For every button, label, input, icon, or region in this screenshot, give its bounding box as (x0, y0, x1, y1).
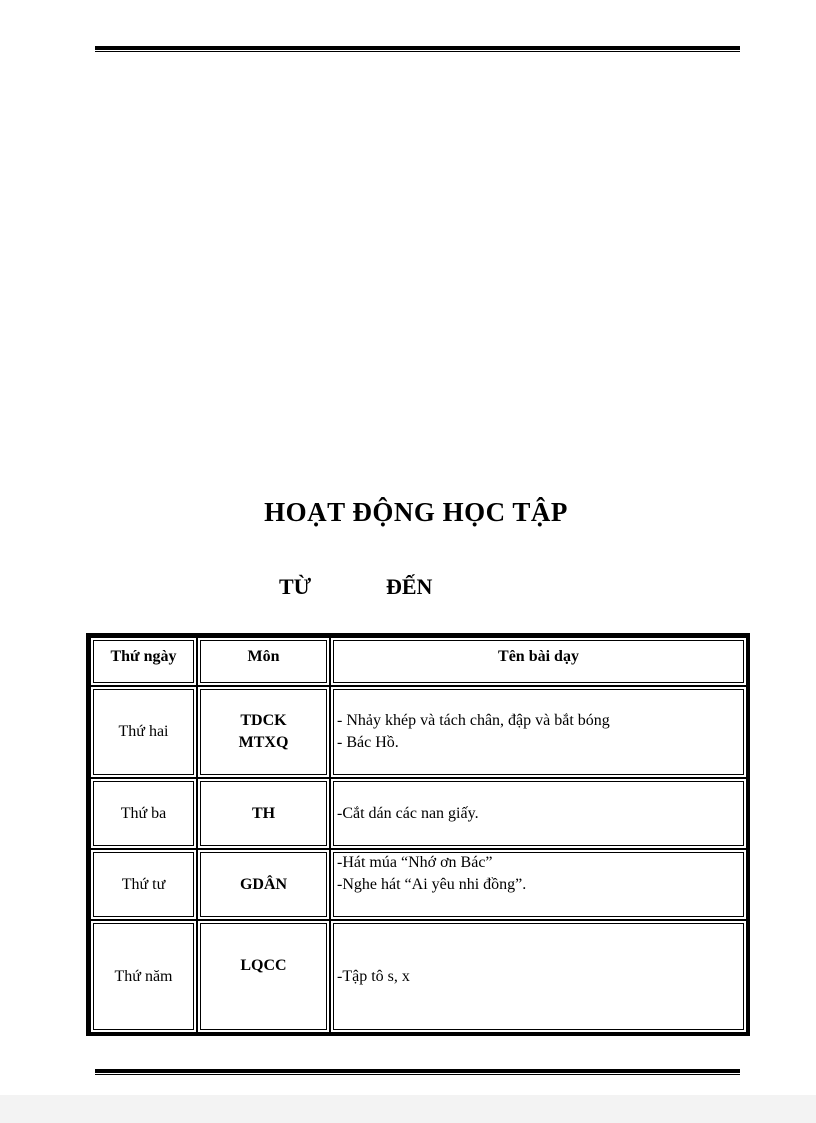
page-title: HOẠT ĐỘNG HỌC TẬP (264, 497, 568, 527)
header-day: Thứ ngày (90, 637, 197, 686)
date-range-to-label: ĐẾN (386, 574, 433, 599)
header-subject: Môn (197, 637, 330, 686)
table-row-lesson (330, 920, 747, 1033)
lesson-line: -Tập tô s, x (337, 967, 410, 985)
subject-code: TDCK (240, 712, 287, 729)
subject-code: LQCC (240, 957, 287, 974)
table-row-subject (197, 849, 330, 920)
table-row-lesson (330, 778, 747, 849)
header-rule (95, 46, 740, 52)
table-row-day: Thứ năm (90, 920, 197, 1033)
lesson-line: -Hát múa “Nhớ ơn Bác” (337, 854, 493, 871)
footer-rule (95, 1069, 740, 1075)
header-lesson: Tên bài dạy (330, 637, 747, 686)
subject-code: MTXQ (238, 734, 289, 751)
table-row-subject (197, 686, 330, 778)
subject-code: TH (251, 804, 276, 822)
table-row-lesson (330, 849, 747, 920)
lesson-line: - Bác Hồ. (337, 734, 399, 751)
lesson-line: -Cắt dán các nan giấy. (337, 804, 479, 822)
table-row-day: Thứ ba (90, 778, 197, 849)
lesson-line: -Nghe hát “Ai yêu nhi đồng”. (337, 876, 527, 893)
table-row-subject (197, 920, 330, 1033)
schedule-table (86, 633, 750, 1036)
table-row-lesson (330, 686, 747, 778)
lesson-line: - Nhảy khép và tách chân, đập và bắt bóng (337, 712, 610, 729)
table-row-day: Thứ tư (90, 849, 197, 920)
table-row-day: Thứ hai (90, 686, 197, 778)
date-range-from-label: TỪ (279, 574, 312, 599)
page-bottom-margin (0, 1095, 816, 1123)
subject-code: GDÂN (239, 875, 288, 893)
table-row-subject (197, 778, 330, 849)
